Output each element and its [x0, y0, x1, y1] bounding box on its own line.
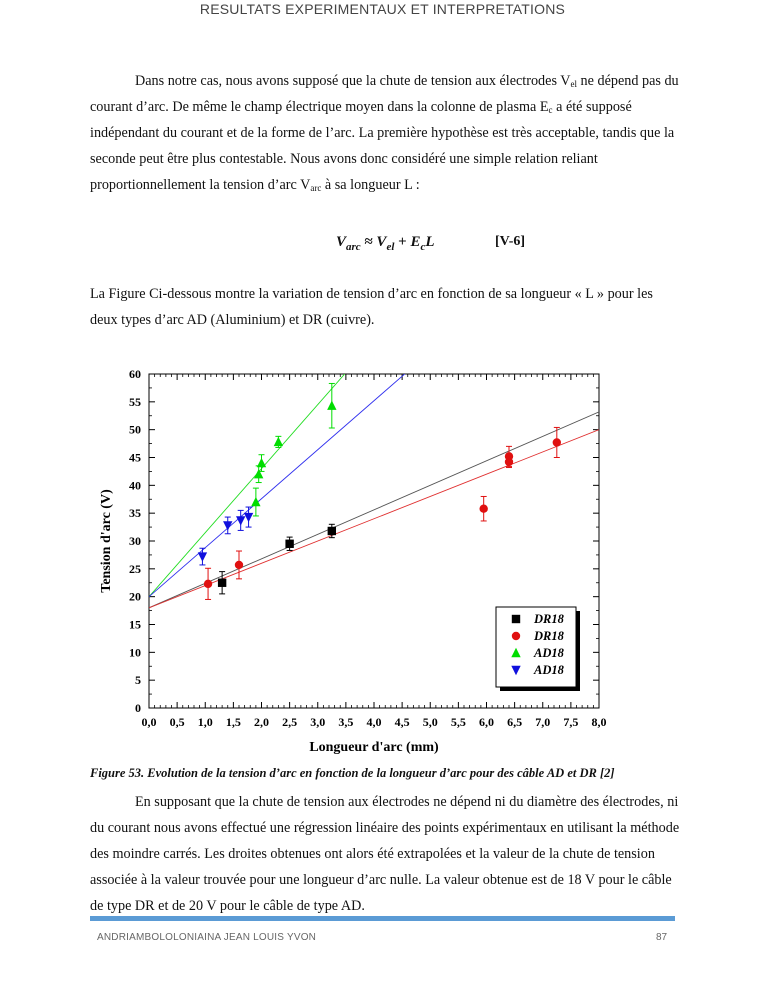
paragraph-3 [90, 789, 680, 919]
p1-text-2: ne dépend pas du courant d’arc. De même le champ électrique moyen dans la colonne de plasma E [90, 73, 679, 115]
p1-text-3: a été supposé indépendant du courant et de la forme de l’arc. La première hypothèse est très acceptable, tandis que la seconde peut être plus contestable. Nous avons donc considéré une simple relation reliant proportionnellement la tension d’arc V [90, 99, 675, 193]
equation-number: [V-6] [495, 234, 526, 249]
x-tick-label: 2,5 [282, 715, 298, 729]
y-tick-label: 0 [135, 701, 141, 715]
chart-svg [96, 362, 616, 762]
paragraph-1 [90, 68, 680, 198]
y-tick-label: 20 [129, 589, 141, 604]
fit-line [149, 362, 599, 597]
data-point-circle [235, 561, 243, 569]
p1-sub-el: el [570, 79, 577, 89]
y-tick-label: 5 [135, 673, 141, 688]
fit-line [149, 362, 599, 597]
y-tick-label: 40 [129, 478, 141, 493]
x-tick-label: 2,0 [254, 715, 269, 729]
data-point-circle [204, 580, 212, 588]
x-tick-label: 7,5 [563, 715, 579, 729]
y-tick-label: 15 [129, 617, 141, 632]
p1-sub-c: c [548, 105, 553, 115]
x-tick-label: 5,0 [422, 715, 438, 729]
data-point-triangle-down [236, 516, 245, 525]
paragraph-2: La Figure Ci-dessous montre la variation de tension d’arc en fonction de sa longueur « L » pour les deux types d’arc AD (Aluminium) et DR (cuivre). [90, 286, 653, 328]
legend-label: DR18 [534, 612, 564, 626]
data-point-triangle-down [198, 552, 207, 561]
figure-53-chart [96, 362, 616, 762]
data-point-square [285, 540, 293, 548]
legend-marker-square [512, 615, 520, 623]
equation-v6: $V_{arc} \approx V_{el} + E_cL$ [336, 234, 435, 253]
y-tick-label: 10 [129, 645, 141, 660]
x-axis-label: Longueur d'arc (mm) [309, 740, 439, 755]
x-tick-label: 5,5 [450, 715, 466, 729]
x-tick-label: 0,5 [169, 715, 185, 729]
data-point-circle [505, 458, 513, 466]
x-tick-label: 1,0 [197, 715, 213, 729]
x-tick-label: 6,0 [479, 715, 494, 729]
legend-label: AD18 [534, 663, 564, 677]
footer-author: ANDRIAMBOLOLONIAINA JEAN LOUIS YVON [97, 932, 317, 943]
x-tick-label: 3,5 [338, 715, 354, 729]
data-point-square [218, 579, 226, 587]
page-header: RESULTATS EXPERIMENTAUX ET INTERPRETATIONS [199, 1, 566, 17]
x-tick-label: 4,5 [394, 715, 410, 729]
legend-marker-circle [512, 632, 520, 640]
data-point-triangle-down [244, 513, 253, 522]
data-point-circle [479, 505, 487, 513]
p1-sub-arc: arc [310, 183, 322, 193]
x-tick-label: 7,0 [535, 715, 551, 729]
data-point-triangle-up [251, 497, 260, 506]
p3-text: En supposant que la chute de tension aux électrodes ne dépend ni du diamètre des électrodes, ni du courant nous avons effectué une régression linéaire des points expérimentaux en utilisant la méthode des moindre carrés. Les droites obtenues ont alors été extrapolées et la valeur de la chute de tension associée à la valeur trouvée pour une longueur d’arc nulle. La valeur obtenue est de 18 V pour le câble de type DR et de 20 V pour le câble de type AD. [90, 794, 680, 914]
fit-line [149, 430, 599, 608]
legend-label: DR18 [534, 629, 564, 643]
y-tick-label: 25 [129, 561, 141, 576]
x-tick-label: 4,0 [366, 715, 382, 729]
data-point-triangle-up [327, 401, 336, 410]
y-tick-label: 55 [129, 394, 141, 409]
p1-text-1: Dans notre cas, nous avons supposé que la chute de tension aux électrodes V [135, 73, 571, 89]
data-point-triangle-down [223, 521, 232, 530]
page-number: 87 [656, 932, 668, 943]
data-point-square [328, 527, 336, 535]
x-tick-label: 8,0 [591, 715, 607, 729]
y-tick-label: 60 [129, 367, 141, 381]
legend-label: AD18 [534, 646, 564, 660]
data-point-triangle-up [257, 458, 266, 467]
p1-text-4: à sa longueur L : [321, 177, 420, 193]
x-tick-label: 6,5 [507, 715, 523, 729]
data-point-triangle-up [274, 437, 283, 446]
y-tick-label: 50 [129, 422, 141, 437]
figure-caption: Figure 53. Evolution de la tension d’arc en fonction de la longueur d’arc pour des câble AD et DR [2] [90, 766, 615, 780]
y-tick-label: 30 [129, 534, 141, 548]
y-axis-label: Tension d'arc (V) [99, 489, 114, 593]
y-tick-label: 35 [129, 506, 141, 521]
data-point-circle [553, 438, 561, 446]
x-tick-label: 0,0 [141, 715, 157, 729]
y-tick-label: 45 [129, 450, 141, 465]
x-tick-label: 1,5 [225, 715, 241, 729]
footer-rule [90, 916, 675, 921]
x-tick-label: 3,0 [310, 715, 326, 729]
fit-line [149, 412, 599, 608]
